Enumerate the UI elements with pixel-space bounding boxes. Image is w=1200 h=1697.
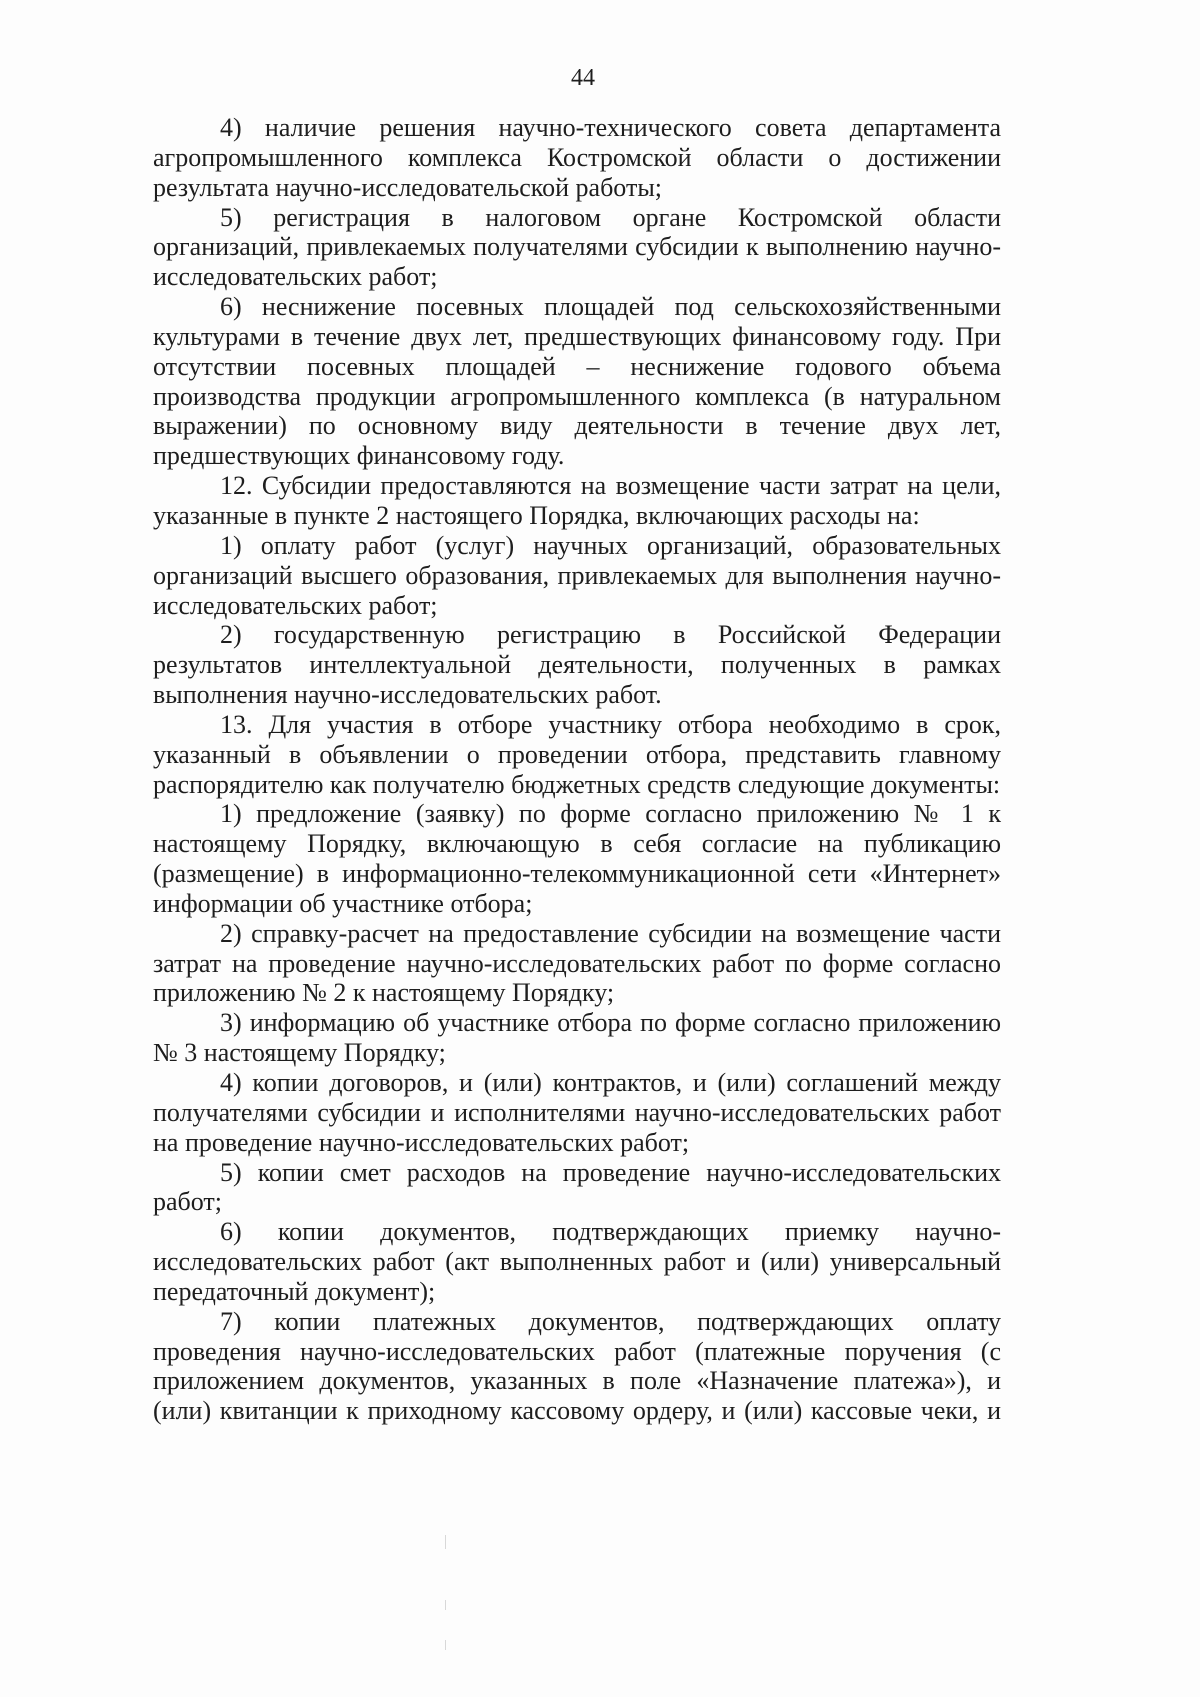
page-number: 44 <box>571 65 595 91</box>
scan-artifact <box>445 1535 446 1549</box>
paragraph-clause-13-item-5: 5) копии смет расходов на проведение научно-исследовательских работ; <box>153 1157 1001 1217</box>
paragraph-clause-12: 12. Субсидии предоставляются на возмещение части затрат на цели, указанные в пункте 2 настоящего Порядка, включающих расходы на: <box>153 471 1001 530</box>
paragraph-clause-13-item-3: 3) информацию об участнике отбора по форме согласно приложению № 3 настоящему Порядку; <box>153 1008 1001 1068</box>
paragraph-clause-13-item-7: 7) копии платежных документов, подтверждающих оплату проведения научно-исследовательских работ (платежные поручения (с приложением документов, указанных в поле «Назначение платежа»), и (или) квитанции к приходному кассовому ордеру, и (или) кассовые чеки, и <box>153 1306 1001 1426</box>
paragraph-clause-13-item-1: 1) предложение (заявку) по форме согласно приложению № 1 к настоящему Порядку, включающую в себя согласие на публикацию (размещение) в информационно-телекоммуникационной сети «Интернет» информации об участнике отбора; <box>153 799 1001 918</box>
paragraph-clause-13-item-2: 2) справку-расчет на предоставление субсидии на возмещение части затрат на проведение научно-исследовательских работ по форме согласно приложению № 2 к настоящему Порядку; <box>153 918 1001 1008</box>
paragraph-clause-13-item-4: 4) копии договоров, и (или) контрактов, и (или) соглашений между получателями субсидии и исполнителями научно-исследовательских работ на проведение научно-исследовательских работ; <box>153 1068 1001 1157</box>
document-body <box>153 113 1001 1426</box>
paragraph-clause-12-item-1: 1) оплату работ (услуг) научных организаций, образовательных организаций высшего образования, привлекаемых для выполнения научно-исследовательских работ; <box>153 530 1001 620</box>
paragraph-item-6-sown-areas: 6) неснижение посевных площадей под сельскохозяйственными культурами в течение двух лет, предшествующих финансовому году. При отсутствии посевных площадей – неснижение годового объема производства продукции агропромышленного комплекса (в натуральном выражении) по основному виду деятельности в течение двух лет, предшествующих финансовому году. <box>153 292 1001 471</box>
paragraph-clause-13-item-6: 6) копии документов, подтверждающих приемку научно-исследовательских работ (акт выполненных работ и (или) универсальный передаточный документ); <box>153 1217 1001 1306</box>
paragraph-clause-13: 13. Для участия в отборе участнику отбора необходимо в срок, указанный в объявлении о проведении отбора, представить главному распорядителю как получателю бюджетных средств следующие документы: <box>153 709 1001 799</box>
scan-artifact <box>445 1600 446 1610</box>
paragraph-clause-12-item-2: 2) государственную регистрацию в Российской Федерации результатов интеллектуальной деятельности, полученных в рамках выполнения научно-исследовательских работ. <box>153 620 1001 710</box>
paragraph-item-4-expert-council: 4) наличие решения научно-технического совета департамента агропромышленного комплекса Костромской области о достижении результата научно-исследовательской работы; <box>153 113 1001 202</box>
scan-artifact <box>445 1640 446 1650</box>
paragraph-item-5-tax-registration: 5) регистрация в налоговом органе Костромской области организаций, привлекаемых получателями субсидии к выполнению научно-исследовательских работ; <box>153 202 1001 292</box>
